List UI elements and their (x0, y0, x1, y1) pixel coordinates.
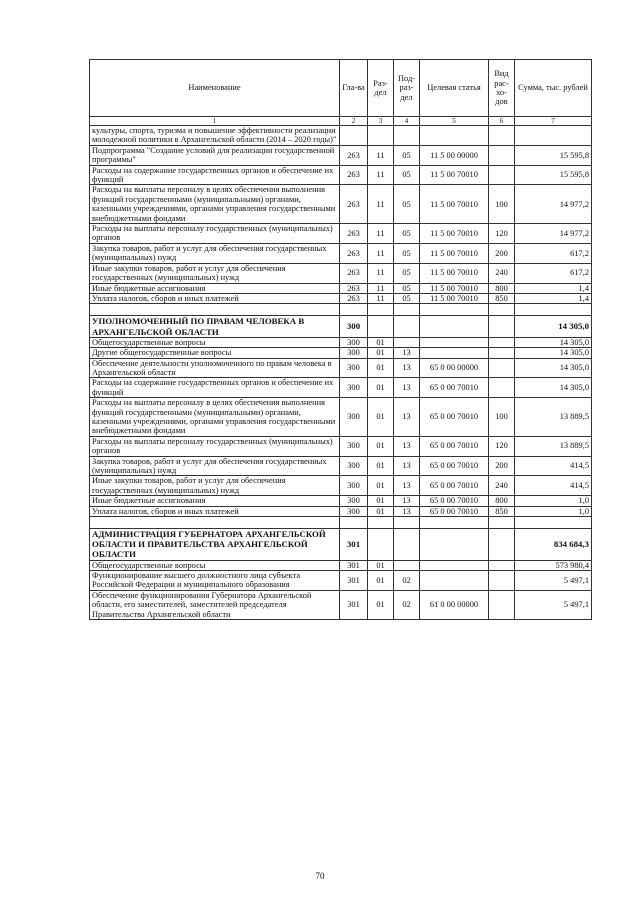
empty-cell (340, 304, 368, 316)
cell-podrazdel: 13 (394, 436, 420, 456)
cell-razdel: 01 (368, 436, 394, 456)
empty-cell (515, 517, 592, 529)
cell-glava: 263 (340, 263, 368, 283)
cell-glava: 263 (340, 185, 368, 224)
cell-target: 65 0 00 70010 (420, 456, 489, 476)
cell-vid (489, 529, 515, 561)
empty-cell (420, 517, 489, 529)
cell-razdel: 01 (368, 358, 394, 378)
cell-razdel: 01 (368, 348, 394, 358)
spacer-row (90, 304, 592, 316)
cell-sum: 14 305,0 (515, 337, 592, 347)
cell-target (420, 529, 489, 561)
cell-name: Иные закупки товаров, работ и услуг для обеспечения государственных (муниципальных) нужд (90, 263, 340, 283)
column-number: 4 (394, 117, 420, 126)
empty-cell (394, 304, 420, 316)
cell-podrazdel: 13 (394, 476, 420, 496)
cell-sum: 14 977,2 (515, 185, 592, 224)
cell-razdel: 11 (368, 224, 394, 244)
cell-sum (515, 126, 592, 146)
cell-glava: 301 (340, 571, 368, 591)
empty-cell (515, 304, 592, 316)
spacer-row (90, 517, 592, 529)
cell-vid (489, 165, 515, 185)
cell-vid: 100 (489, 185, 515, 224)
table-row (90, 293, 592, 303)
cell-glava: 300 (340, 378, 368, 398)
column-number: 7 (515, 117, 592, 126)
cell-target: 11 5 00 70010 (420, 293, 489, 303)
cell-sum: 834 684,3 (515, 529, 592, 561)
cell-target: 11 5 00 70010 (420, 263, 489, 283)
cell-sum: 15 595,8 (515, 145, 592, 165)
cell-name: Расходы на выплаты персоналу государственных (муниципальных) органов (90, 436, 340, 456)
cell-razdel: 01 (368, 456, 394, 476)
cell-vid: 100 (489, 398, 515, 437)
cell-podrazdel: 05 (394, 243, 420, 263)
cell-podrazdel (394, 529, 420, 561)
cell-glava: 263 (340, 145, 368, 165)
cell-podrazdel (394, 126, 420, 146)
cell-vid: 850 (489, 506, 515, 516)
cell-name: Расходы на содержание государственных органов и обеспечение их функций (90, 165, 340, 185)
cell-glava: 301 (340, 560, 368, 570)
cell-razdel: 01 (368, 571, 394, 591)
cell-target: 65 0 00 70010 (420, 378, 489, 398)
cell-sum: 13 889,5 (515, 436, 592, 456)
cell-podrazdel: 13 (394, 358, 420, 378)
cell-name: Иные бюджетные ассигнования (90, 283, 340, 293)
cell-target: 65 0 00 70010 (420, 476, 489, 496)
cell-sum: 414,5 (515, 456, 592, 476)
cell-target (420, 571, 489, 591)
col-header-glava: Гла-ва (340, 60, 368, 117)
cell-target (420, 316, 489, 337)
table-row (90, 283, 592, 293)
table-row (90, 436, 592, 456)
cell-sum: 5 497,1 (515, 571, 592, 591)
cell-glava: 300 (340, 476, 368, 496)
cell-target (420, 337, 489, 347)
cell-target: 61 0 00 00000 (420, 590, 489, 619)
section-header-row (90, 316, 592, 337)
col-header-sum: Сумма, тыс. рублей (515, 60, 592, 117)
cell-name: Уплата налогов, сборов и иных платежей (90, 293, 340, 303)
empty-cell (420, 304, 489, 316)
cell-razdel: 01 (368, 590, 394, 619)
cell-glava: 300 (340, 506, 368, 516)
table-row (90, 571, 592, 591)
cell-glava: 263 (340, 243, 368, 263)
cell-vid (489, 590, 515, 619)
cell-name: Расходы на выплаты персоналу в целях обеспечения выполнения функций государственными (муниципальными) органами, казенными учреждениями, органами управления государственными внебюджетными фондами (90, 398, 340, 437)
cell-vid: 120 (489, 224, 515, 244)
cell-target: 65 0 00 70010 (420, 506, 489, 516)
cell-sum: 15 595,8 (515, 165, 592, 185)
cell-podrazdel: 13 (394, 398, 420, 437)
cell-glava: 300 (340, 398, 368, 437)
table-row (90, 476, 592, 496)
table-row (90, 456, 592, 476)
table-row (90, 224, 592, 244)
cell-target (420, 560, 489, 570)
cell-name: Обеспечение деятельности уполномоченного по правам человека в Архангельской области (90, 358, 340, 378)
cell-glava: 300 (340, 337, 368, 347)
column-number: 2 (340, 117, 368, 126)
empty-cell (489, 304, 515, 316)
cell-target: 65 0 00 70010 (420, 398, 489, 437)
cell-glava: 263 (340, 293, 368, 303)
cell-glava: 301 (340, 590, 368, 619)
cell-razdel: 01 (368, 398, 394, 437)
table-row (90, 243, 592, 263)
cell-podrazdel: 05 (394, 224, 420, 244)
cell-razdel: 01 (368, 337, 394, 347)
section-header-row (90, 529, 592, 561)
cell-podrazdel: 13 (394, 456, 420, 476)
budget-table (89, 59, 592, 620)
col-header-podrazdel: Под-раз-дел (394, 60, 420, 117)
cell-vid: 240 (489, 476, 515, 496)
cell-vid: 800 (489, 283, 515, 293)
table-row (90, 560, 592, 570)
cell-target (420, 348, 489, 358)
cell-podrazdel (394, 316, 420, 337)
cell-glava (340, 126, 368, 146)
cell-target: 65 0 00 70010 (420, 496, 489, 506)
cell-name: Уплата налогов, сборов и иных платежей (90, 506, 340, 516)
cell-sum: 617,2 (515, 263, 592, 283)
cell-podrazdel: 13 (394, 378, 420, 398)
empty-cell (90, 517, 340, 529)
cell-name: Функционирование высшего должностного лица субъекта Российской Федерации и муниципального образования (90, 571, 340, 591)
cell-vid (489, 316, 515, 337)
cell-razdel: 11 (368, 293, 394, 303)
cell-vid (489, 348, 515, 358)
cell-sum: 14 305,0 (515, 378, 592, 398)
cell-name: Общегосударственные вопросы (90, 560, 340, 570)
col-header-razdel: Раз-дел (368, 60, 394, 117)
column-number: 6 (489, 117, 515, 126)
cell-name: Другие общегосударственные вопросы (90, 348, 340, 358)
cell-name: АДМИНИСТРАЦИЯ ГУБЕРНАТОРА АРХАНГЕЛЬСКОЙ ОБЛАСТИ И ПРАВИТЕЛЬСТВА АРХАНГЕЛЬСКОЙ ОБЛАСТИ (90, 529, 340, 561)
empty-cell (394, 517, 420, 529)
cell-name: культуры, спорта, туризма и повышение эффективности реализации молодежной политики в Архангельской области (2014 – 2020 годы)" (90, 126, 340, 146)
cell-sum: 14 977,2 (515, 224, 592, 244)
table-header-row (90, 60, 592, 117)
cell-name: Расходы на содержание государственных органов и обеспечение их функций (90, 378, 340, 398)
cell-target: 11 5 00 00000 (420, 145, 489, 165)
cell-podrazdel: 13 (394, 496, 420, 506)
cell-vid (489, 378, 515, 398)
cell-sum: 14 305,0 (515, 348, 592, 358)
cell-vid (489, 126, 515, 146)
cell-sum: 1,4 (515, 283, 592, 293)
cell-vid: 120 (489, 436, 515, 456)
cell-vid: 850 (489, 293, 515, 303)
cell-razdel: 11 (368, 145, 394, 165)
cell-name: Закупка товаров, работ и услуг для обеспечения государственных (муниципальных) нужд (90, 456, 340, 476)
cell-razdel: 01 (368, 378, 394, 398)
cell-name: Иные бюджетные ассигнования (90, 496, 340, 506)
cell-podrazdel: 05 (394, 165, 420, 185)
column-number: 3 (368, 117, 394, 126)
cell-razdel: 11 (368, 263, 394, 283)
cell-glava: 300 (340, 496, 368, 506)
cell-podrazdel (394, 337, 420, 347)
cell-razdel (368, 316, 394, 337)
cell-sum: 14 305,0 (515, 358, 592, 378)
cell-razdel: 01 (368, 496, 394, 506)
cell-razdel: 11 (368, 185, 394, 224)
table-row (90, 506, 592, 516)
cell-glava: 301 (340, 529, 368, 561)
cell-name: Расходы на выплаты персоналу в целях обеспечения выполнения функций государственными (муниципальными) органами, казенными учреждениями, органами управления государственными внебюджетными фондами (90, 185, 340, 224)
table-row (90, 337, 592, 347)
cell-target: 65 0 00 70010 (420, 436, 489, 456)
cell-razdel (368, 529, 394, 561)
cell-name: Общегосударственные вопросы (90, 337, 340, 347)
cell-sum: 1,0 (515, 506, 592, 516)
cell-glava: 300 (340, 358, 368, 378)
cell-vid: 240 (489, 263, 515, 283)
cell-target: 11 5 00 70010 (420, 165, 489, 185)
cell-razdel: 01 (368, 506, 394, 516)
page-number: 70 (315, 871, 325, 881)
cell-vid: 800 (489, 496, 515, 506)
cell-vid: 200 (489, 456, 515, 476)
cell-target: 11 5 00 70010 (420, 224, 489, 244)
table-row (90, 145, 592, 165)
empty-cell (340, 517, 368, 529)
cell-podrazdel: 05 (394, 145, 420, 165)
cell-target: 11 5 00 70010 (420, 283, 489, 293)
cell-podrazdel: 05 (394, 263, 420, 283)
table-row (90, 126, 592, 146)
cell-glava: 300 (340, 316, 368, 337)
cell-glava: 263 (340, 283, 368, 293)
column-number: 5 (420, 117, 489, 126)
cell-podrazdel: 02 (394, 590, 420, 619)
cell-razdel (368, 126, 394, 146)
cell-target: 65 0 00 00000 (420, 358, 489, 378)
cell-sum: 1,4 (515, 293, 592, 303)
cell-glava: 300 (340, 436, 368, 456)
cell-podrazdel: 05 (394, 283, 420, 293)
cell-glava: 300 (340, 348, 368, 358)
col-header-name: Наименование (90, 60, 340, 117)
cell-glava: 263 (340, 165, 368, 185)
cell-razdel: 11 (368, 283, 394, 293)
cell-sum: 14 305,0 (515, 316, 592, 337)
empty-cell (489, 517, 515, 529)
cell-vid (489, 571, 515, 591)
cell-podrazdel: 13 (394, 348, 420, 358)
table-row (90, 348, 592, 358)
cell-vid (489, 358, 515, 378)
cell-sum: 414,5 (515, 476, 592, 496)
cell-sum: 13 889,5 (515, 398, 592, 437)
table-row (90, 185, 592, 224)
table-row (90, 590, 592, 619)
cell-razdel: 11 (368, 165, 394, 185)
cell-target: 11 5 00 70010 (420, 243, 489, 263)
column-number: 1 (90, 117, 340, 126)
table-row (90, 165, 592, 185)
cell-name: Закупка товаров, работ и услуг для обеспечения государственных (муниципальных) нужд (90, 243, 340, 263)
cell-sum: 5 497,1 (515, 590, 592, 619)
cell-razdel: 01 (368, 560, 394, 570)
cell-glava: 263 (340, 224, 368, 244)
cell-name: Обеспечение функционирования Губернатора Архангельской области, его заместителей, заместителей председателя Правительства Архангельской области (90, 590, 340, 619)
cell-podrazdel: 13 (394, 506, 420, 516)
table-row (90, 496, 592, 506)
col-header-vid: Вид рас-хо-дов (489, 60, 515, 117)
cell-target: 11 5 00 70010 (420, 185, 489, 224)
cell-podrazdel: 05 (394, 185, 420, 224)
column-number-row (90, 117, 592, 126)
table-row (90, 378, 592, 398)
cell-vid (489, 337, 515, 347)
cell-podrazdel: 05 (394, 293, 420, 303)
cell-vid (489, 560, 515, 570)
table-body (90, 126, 592, 620)
table-row (90, 263, 592, 283)
cell-name: УПОЛНОМОЧЕННЫЙ ПО ПРАВАМ ЧЕЛОВЕКА В АРХАНГЕЛЬСКОЙ ОБЛАСТИ (90, 316, 340, 337)
cell-podrazdel (394, 560, 420, 570)
table-row (90, 398, 592, 437)
cell-podrazdel: 02 (394, 571, 420, 591)
cell-name: Иные закупки товаров, работ и услуг для обеспечения государственных (муниципальных) нужд (90, 476, 340, 496)
empty-cell (90, 304, 340, 316)
cell-razdel: 01 (368, 476, 394, 496)
cell-sum: 573 980,4 (515, 560, 592, 570)
cell-razdel: 11 (368, 243, 394, 263)
cell-vid: 200 (489, 243, 515, 263)
cell-glava: 300 (340, 456, 368, 476)
empty-cell (368, 304, 394, 316)
table-row (90, 358, 592, 378)
cell-name: Подпрограмма "Создание условий для реализации государственной программы" (90, 145, 340, 165)
empty-cell (368, 517, 394, 529)
cell-vid (489, 145, 515, 165)
cell-target (420, 126, 489, 146)
cell-sum: 617,2 (515, 243, 592, 263)
col-header-target: Целевая статья (420, 60, 489, 117)
cell-sum: 1,0 (515, 496, 592, 506)
cell-name: Расходы на выплаты персоналу государственных (муниципальных) органов (90, 224, 340, 244)
